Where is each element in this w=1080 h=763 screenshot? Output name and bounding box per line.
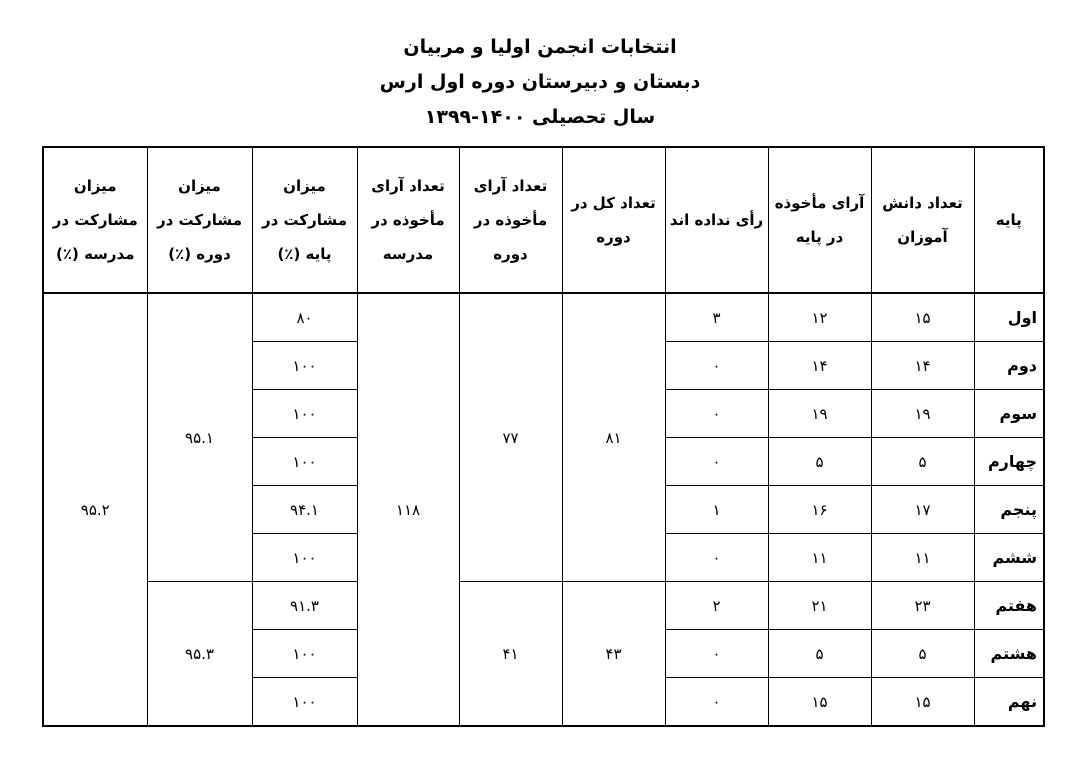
no-vote-cell: ۰ <box>665 438 768 486</box>
grade-cell: هشتم <box>974 630 1044 678</box>
table-row <box>43 582 1044 630</box>
participation-grade-cell: ۸۰ <box>252 293 357 342</box>
students-cell: ۱۵ <box>871 293 974 342</box>
header-students: تعداد دانش آموزان <box>871 147 974 293</box>
votes-grade-cell: ۵ <box>768 630 871 678</box>
no-vote-cell: ۰ <box>665 678 768 727</box>
header-votes-school: تعداد آرای مأخوذه در مدرسه <box>357 147 459 293</box>
header-grade: پایه <box>974 147 1044 293</box>
votes-grade-cell: ۱۴ <box>768 342 871 390</box>
header-participation-grade: میزان مشارکت در پایه (٪) <box>252 147 357 293</box>
no-vote-cell: ۰ <box>665 630 768 678</box>
students-cell: ۲۳ <box>871 582 974 630</box>
participation-grade-cell: ۹۱.۳ <box>252 582 357 630</box>
no-vote-cell: ۰ <box>665 534 768 582</box>
table-row <box>43 293 1044 342</box>
votes-grade-cell: ۱۱ <box>768 534 871 582</box>
students-cell: ۱۵ <box>871 678 974 727</box>
votes-grade-cell: ۱۵ <box>768 678 871 727</box>
votes-grade-cell: ۲۱ <box>768 582 871 630</box>
header-no-vote: رأی نداده اند <box>665 147 768 293</box>
grade-cell: سوم <box>974 390 1044 438</box>
votes-grade-cell: ۱۹ <box>768 390 871 438</box>
title-line-1: انتخابات انجمن اولیا و مربیان <box>403 36 677 58</box>
participation-grade-cell: ۱۰۰ <box>252 342 357 390</box>
participation-grade-cell: ۱۰۰ <box>252 438 357 486</box>
header-votes-period: تعداد آرای مأخوذه در دوره <box>459 147 562 293</box>
students-cell: ۱۴ <box>871 342 974 390</box>
grade-cell: ششم <box>974 534 1044 582</box>
title-line-3: سال تحصیلی ۱۴۰۰-۱۳۹۹ <box>424 106 656 128</box>
school-votes-cell: ۱۱۸ <box>357 293 459 726</box>
period-total-cell: ۴۳ <box>562 582 665 727</box>
students-cell: ۵ <box>871 630 974 678</box>
no-vote-cell: ۰ <box>665 390 768 438</box>
students-cell: ۱۱ <box>871 534 974 582</box>
no-vote-cell: ۲ <box>665 582 768 630</box>
students-cell: ۱۹ <box>871 390 974 438</box>
period-participation-cell: ۹۵.۱ <box>147 293 252 582</box>
title-block <box>0 30 1080 135</box>
participation-grade-cell: ۱۰۰ <box>252 390 357 438</box>
no-vote-cell: ۱ <box>665 486 768 534</box>
participation-grade-cell: ۱۰۰ <box>252 534 357 582</box>
grade-cell: هفتم <box>974 582 1044 630</box>
no-vote-cell: ۰ <box>665 342 768 390</box>
period-total-cell: ۸۱ <box>562 293 665 582</box>
votes-grade-cell: ۵ <box>768 438 871 486</box>
header-row <box>43 147 1044 293</box>
no-vote-cell: ۳ <box>665 293 768 342</box>
grade-cell: دوم <box>974 342 1044 390</box>
period-votes-cell: ۴۱ <box>459 582 562 727</box>
grade-cell: نهم <box>974 678 1044 727</box>
participation-grade-cell: ۹۴.۱ <box>252 486 357 534</box>
grade-cell: پنجم <box>974 486 1044 534</box>
votes-grade-cell: ۱۲ <box>768 293 871 342</box>
participation-grade-cell: ۱۰۰ <box>252 678 357 727</box>
votes-grade-cell: ۱۶ <box>768 486 871 534</box>
header-total-period: تعداد کل در دوره <box>562 147 665 293</box>
title-line-2: دبستان و دبیرستان دوره اول ارس <box>379 71 701 93</box>
header-votes-grade: آرای مأخوذه در پایه <box>768 147 871 293</box>
header-participation-period: میزان مشارکت در دوره (٪) <box>147 147 252 293</box>
participation-grade-cell: ۱۰۰ <box>252 630 357 678</box>
header-participation-school: میزان مشارکت در مدرسه (٪) <box>43 147 147 293</box>
period-participation-cell: ۹۵.۳ <box>147 582 252 727</box>
students-cell: ۵ <box>871 438 974 486</box>
period-votes-cell: ۷۷ <box>459 293 562 582</box>
students-cell: ۱۷ <box>871 486 974 534</box>
grade-cell: چهارم <box>974 438 1044 486</box>
results-table <box>42 146 1045 727</box>
school-participation-cell: ۹۵.۲ <box>43 293 147 726</box>
grade-cell: اول <box>974 293 1044 342</box>
